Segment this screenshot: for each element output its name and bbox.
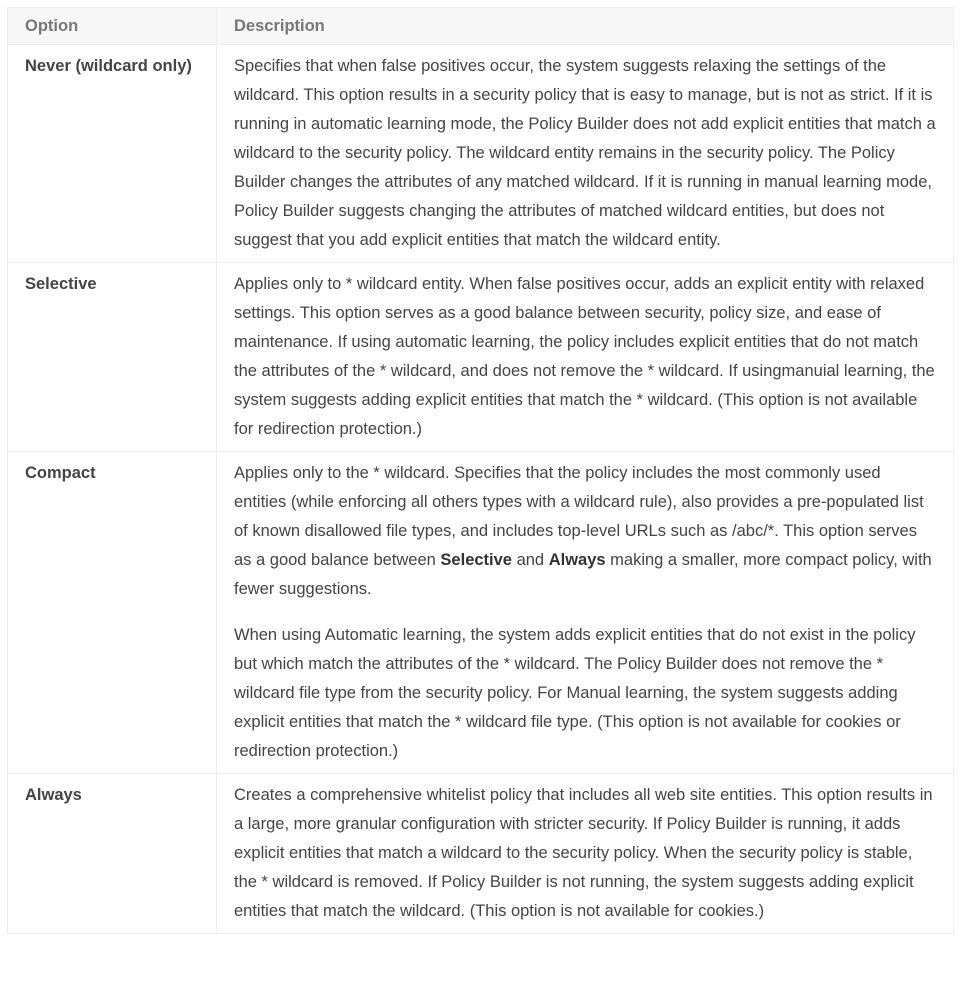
header-option: Option	[8, 8, 217, 45]
description-paragraph: Specifies that when false positives occur, the system suggests relaxing the settings of the wildcard. This option results in a security policy that is easy to manage, but is not as strict. If it is running in automatic learning mode, the Policy Builder does not add explicit entities that match a wildcard to the security policy. The wildcard entity remains in the security policy. The Policy Builder changes the attributes of any matched wildcard. If it is running in manual learning mode, Policy Builder suggests changing the attributes of matched wildcard entities, but does not suggest that you add explicit entities that match the wildcard entity.	[234, 57, 936, 249]
description-paragraph: When using Automatic learning, the system adds explicit entities that do not exist in the policy but which match the attributes of the * wildcard. The Policy Builder does not remove the * wildcard file type from the security policy. For Manual learning, the system suggests adding explicit entities that match the * wildcard file type. (This option is not available for cookies or redirection protection.)	[234, 626, 916, 760]
bold-term-always: Always	[548, 551, 606, 569]
text-run: and	[511, 551, 549, 569]
bold-term-selective: Selective	[440, 551, 512, 569]
table-header	[8, 8, 954, 45]
description-paragraph	[234, 459, 936, 604]
table-row-selective	[8, 263, 954, 452]
description-paragraph: Applies only to * wildcard entity. When false positives occur, adds an explicit entity with relaxed settings. This option serves as a good balance between security, policy size, and ease of maintenance. If using automatic learning, the policy includes explicit entities that do not match the attributes of the * wildcard, and does not remove the * wildcard. If usingmanuial learning, the system suggests adding explicit entities that match the * wildcard. (This option is not available for redirection protection.)	[234, 275, 935, 438]
option-description	[217, 774, 954, 934]
option-description	[217, 45, 954, 263]
description-paragraph: Creates a comprehensive whitelist policy that includes all web site entities. This option results in a large, more granular configuration with stricter security. If Policy Builder is running, it adds explicit entities that match a wildcard to the security policy. When the security policy is stable, the * wildcard is removed. If Policy Builder is not running, the system suggests adding explicit entities that match the wildcard. (This option is not available for cookies.)	[234, 786, 933, 920]
option-name: Never (wildcard only)	[8, 45, 217, 263]
option-name: Selective	[8, 263, 217, 452]
options-table	[7, 7, 954, 934]
table-row-compact	[8, 452, 954, 774]
header-description: Description	[217, 8, 954, 45]
text-run: making a smaller, more compact policy, with fewer suggestions.	[234, 551, 932, 598]
option-name: Always	[8, 774, 217, 934]
option-description	[217, 452, 954, 774]
text-run: Applies only to the * wildcard. Specifies that the policy includes the most commonly used entities (while enforcing all others types with a wildcard rule), also provides a pre-populated list of known disallowed file types, and includes top-level URLs such as /abc/*. This option serves as a good balance between	[234, 464, 924, 569]
header-row	[8, 8, 954, 45]
option-description	[217, 263, 954, 452]
option-name: Compact	[8, 452, 217, 774]
table-row-always	[8, 774, 954, 934]
table-row-never	[8, 45, 954, 263]
